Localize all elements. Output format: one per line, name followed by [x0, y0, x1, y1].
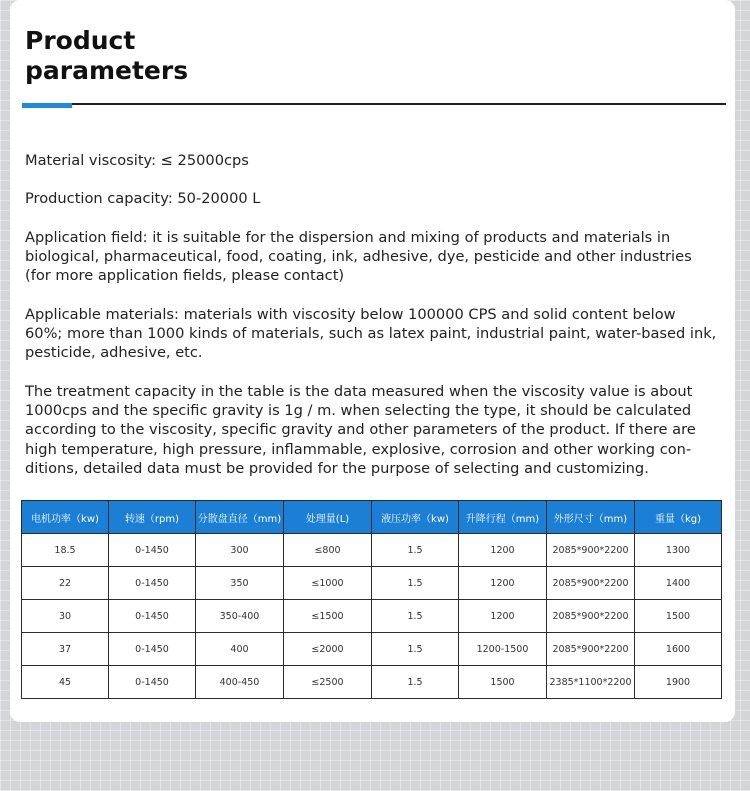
- header-weight: 重量（kg): [635, 501, 722, 534]
- cell-hydraulic-power: 1.5: [372, 666, 459, 699]
- cell-speed: 0-1450: [109, 666, 196, 699]
- cell-speed: 0-1450: [109, 633, 196, 666]
- cell-speed: 0-1450: [109, 600, 196, 633]
- title-line-2: parameters: [25, 56, 189, 85]
- cell-weight: 1400: [635, 567, 722, 600]
- title-divider: [22, 103, 726, 105]
- treatment-note: The treatment capacity in the table is the data measured when the viscosity value is about 1000cps and the specific gravity is 1g / m. when selecting the type, it should be calculated according to the viscosity, specific gravity and other parameters of the product. If there are high temperature, high pressure, inflammable, explosive, corrosion and other working con-ditions, detailed data must be provided for the purpose of selecting and customizing.: [25, 383, 696, 477]
- application-field: Application field: it is suitable for the dispersion and mixing of products and materials in biological, pharmaceutical, food, coating, ink, adhesive, dye, pesticide and other industries (for more application fields, please contact): [25, 229, 692, 285]
- cell-motor-power: 18.5: [22, 534, 109, 567]
- cell-motor-power: 45: [22, 666, 109, 699]
- cell-dimensions: 2085*900*2200: [547, 567, 635, 600]
- cell-capacity: ≤2000: [284, 633, 372, 666]
- cell-capacity: ≤800: [284, 534, 372, 567]
- cell-lift-stroke: 1200-1500: [459, 633, 547, 666]
- cell-weight: 1300: [635, 534, 722, 567]
- table-row: [22, 534, 722, 567]
- table-row: [22, 633, 722, 666]
- header-dimensions: 外形尺寸（mm): [547, 501, 635, 534]
- parameter-table: [21, 500, 722, 699]
- cell-motor-power: 30: [22, 600, 109, 633]
- cell-lift-stroke: 1200: [459, 567, 547, 600]
- table-row: [22, 567, 722, 600]
- cell-dimensions: 2385*1100*2200: [547, 666, 635, 699]
- cell-dimensions: 2085*900*2200: [547, 633, 635, 666]
- title-accent-bar: [22, 103, 72, 108]
- cell-hydraulic-power: 1.5: [372, 633, 459, 666]
- viscosity-spec: Material viscosity: ≤ 25000cps: [25, 152, 249, 169]
- header-motor-power: 电机功率（kw): [22, 501, 109, 534]
- capacity-spec: Production capacity: 50-20000 L: [25, 190, 261, 207]
- cell-disc-diameter: 350: [196, 567, 284, 600]
- cell-disc-diameter: 300: [196, 534, 284, 567]
- table-row: [22, 666, 722, 699]
- header-speed: 转速（rpm): [109, 501, 196, 534]
- table-row: [22, 600, 722, 633]
- page-title: [25, 26, 188, 86]
- title-line-1: Product: [25, 26, 136, 55]
- cell-dimensions: 2085*900*2200: [547, 534, 635, 567]
- cell-capacity: ≤1000: [284, 567, 372, 600]
- cell-lift-stroke: 1500: [459, 666, 547, 699]
- cell-disc-diameter: 400-450: [196, 666, 284, 699]
- cell-weight: 1500: [635, 600, 722, 633]
- applicable-materials: Applicable materials: materials with viscosity below 100000 CPS and solid content below 60%; more than 1000 kinds of materials, such as latex paint, industrial paint, water-based ink, pesticide, adhesive, etc.: [25, 306, 717, 362]
- cell-speed: 0-1450: [109, 534, 196, 567]
- cell-hydraulic-power: 1.5: [372, 567, 459, 600]
- cell-disc-diameter: 400: [196, 633, 284, 666]
- cell-motor-power: 37: [22, 633, 109, 666]
- content-card: [10, 0, 735, 722]
- cell-lift-stroke: 1200: [459, 600, 547, 633]
- cell-capacity: ≤1500: [284, 600, 372, 633]
- cell-hydraulic-power: 1.5: [372, 600, 459, 633]
- cell-weight: 1900: [635, 666, 722, 699]
- cell-speed: 0-1450: [109, 567, 196, 600]
- cell-disc-diameter: 350-400: [196, 600, 284, 633]
- header-disc-diameter: 分散盘直径（mm): [196, 501, 284, 534]
- cell-dimensions: 2085*900*2200: [547, 600, 635, 633]
- header-capacity: 处理量(L): [284, 501, 372, 534]
- cell-hydraulic-power: 1.5: [372, 534, 459, 567]
- header-hydraulic-power: 液压功率（kw): [372, 501, 459, 534]
- cell-capacity: ≤2500: [284, 666, 372, 699]
- cell-weight: 1600: [635, 633, 722, 666]
- table-header-row: [22, 501, 722, 534]
- cell-motor-power: 22: [22, 567, 109, 600]
- cell-lift-stroke: 1200: [459, 534, 547, 567]
- header-lift-stroke: 升降行程（mm): [459, 501, 547, 534]
